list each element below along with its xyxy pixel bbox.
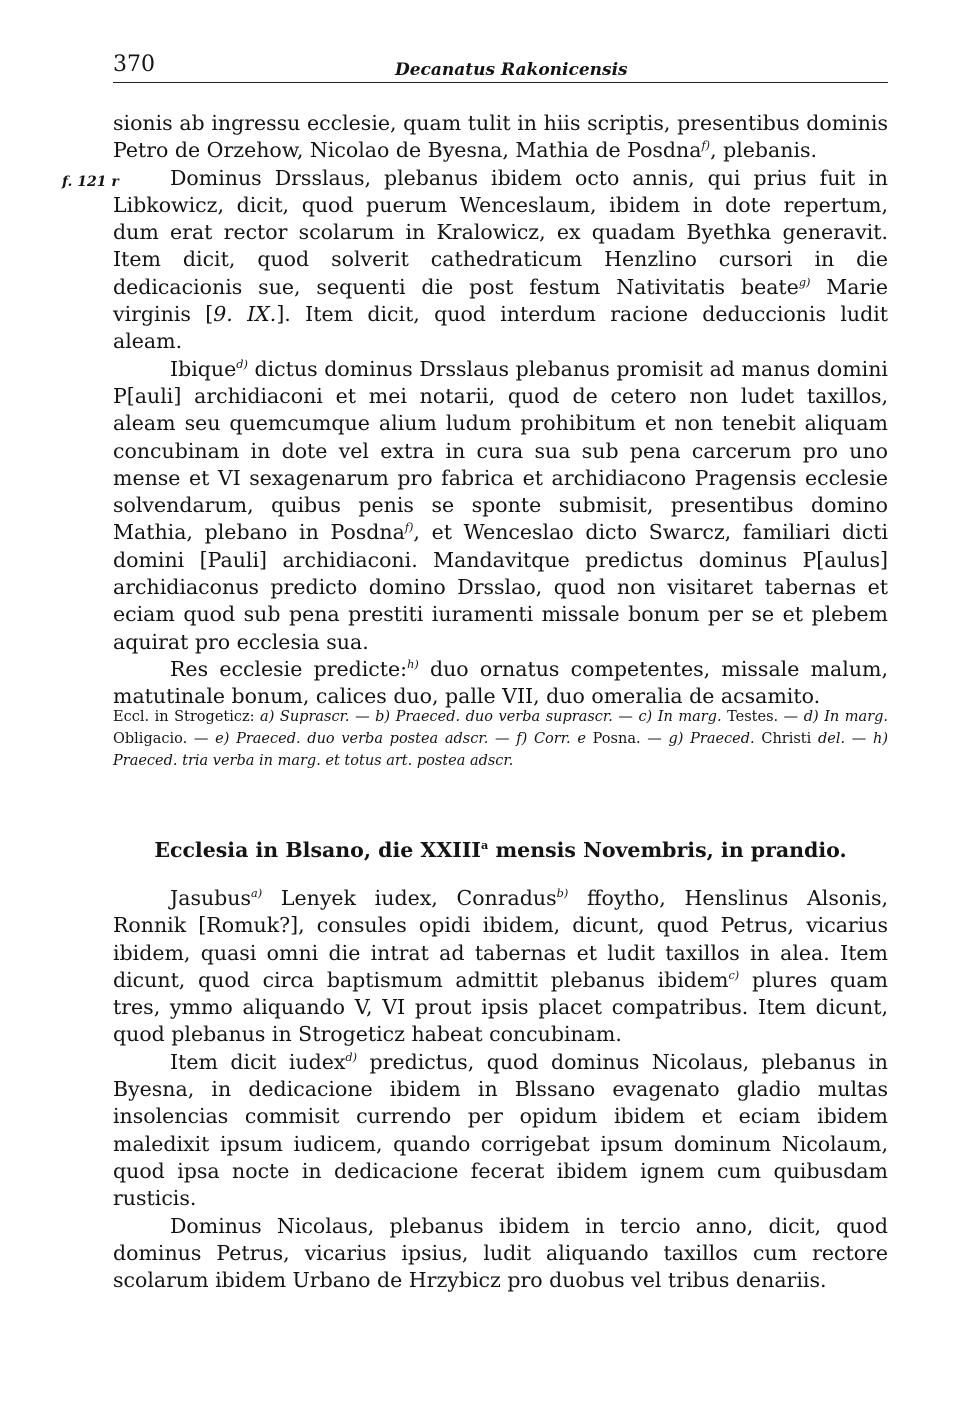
- paragraph: sionis ab ingressu ecclesie, quam tulit in hiis scriptis, presentibus dominis Petro de Orzehow, Nicolao de Byesna, Mathia de Posdna$^{f)}$, plebanis.: [113, 111, 888, 163]
- running-header: [113, 52, 888, 83]
- critical-apparatus: Eccl. in Strogeticz: a) Suprascr. — b) Praeced. duo verba suprascr. — c) In marg. Testes. — d) In marg. Obligacio. — e) Praeced. duo verba postea adscr. — f) Corr. e Posna. — g) Praeced. Christi del. — h) Praeced. tria verba in marg. et totus art. postea adscr.: [113, 709, 889, 770]
- paragraph: Dominus Nicolaus, plebanus ibidem in tercio anno, dicit, quod dominus Petrus, vicarius ipsius, ludit aliquando taxillos cum rectore scolarum ibidem Urbano de Hrzybicz pro duobus vel tribus denariis.: [113, 1213, 888, 1293]
- main-text-block-1: [113, 110, 888, 711]
- paragraph: Ibique$^{d)}$ dictus dominus Drsslaus plebanus promisit ad manus domini P[auli] archidiaconi et mei notarii, quod de cetero non ludet taxillos, aleam seu quemcumque alium ludum prohibitum et non tenebit aliquam concubinam in dote vel extra in cura sua sub pena carcerum pro uno mense et VI sexagenarum pro fabrica et archidiacono Pragensis ecclesie solvendarum, quibus penis se sponte submisit, presentibus domino Mathia, plebano in Posdna$^{f)}$, et Wenceslao dicto Swarcz, familiari dicti domini [Pauli] archidiaconi. Mandavitque predictus dominus P[aulus] archidiaconus predicto domino Drsslao, quod non visitaret tabernas et eciam quod sub pena prestiti iuramenti missale bonum per se et plebem aquirat pro ecclesia sua.: [113, 356, 888, 654]
- section-heading: Ecclesia in Blsano, die XXIII$^a$ mensis Novembris, in prandio.: [154, 838, 847, 862]
- paragraph: Item dicit iudex$^{d)}$ predictus, quod dominus Nicolaus, plebanus in Byesna, in dedicacione ibidem in Blssano evagenato gladio multas insolencias commisit currendo per opidum ibidem et eciam ibidem maledixit ipsum iudicem, quando corrigebat ipsum dominum Nicolaum, quod ipsa nocte in dedicacione fecerat ibidem ignem cum quibusdam rusticis.: [113, 1049, 888, 1211]
- page-number: 370: [113, 52, 155, 77]
- running-title: Decanatus Rakonicensis: [395, 60, 628, 80]
- paragraph: Jasubus$^{a)}$ Lenyek iudex, Conradus$^{b)}$ ffoytho, Henslinus Alsonis, Ronnik [Romuk?], consules opidi ibidem, dicunt, quod Petrus, vicarius ibidem, quasi omni die intrat ad tabernas et ludit taxillos in alea. Item dicunt, quod circa baptismum admittit plebanus ibidem$^{c)}$ plures quam tres, ymmo aliquando V, VI prout ipsis placet compatribus. Item dicunt, quod plebanus in Strogeticz habeat concubinam.: [113, 886, 888, 1047]
- paragraph: Dominus Drsslaus, plebanus ibidem octo annis, qui prius fuit in Libkowicz, dicit, quod puerum Wenceslaum, ibidem in dote repertum, dum erat rector scolarum in Kralowicz, ex quadam Byethka generavit. Item dicit, quod solverit cathedraticum Henzlino cursori in die dedicacionis sue, sequenti die post festum Nativitatis beate$^{g)}$ Marie virginis [9. IX.]. Item dicit, quod interdum racione deduccionis ludit aleam.: [113, 165, 889, 354]
- paragraph: Res ecclesie predicte:$^{h)}$ duo ornatus competentes, missale malum, matutinale bonum, calices duo, palle VII, duo omeralia de acsamito.: [113, 656, 888, 709]
- main-text-block-2: [113, 885, 888, 1294]
- folio-margin-note: f. 121 r: [62, 174, 119, 190]
